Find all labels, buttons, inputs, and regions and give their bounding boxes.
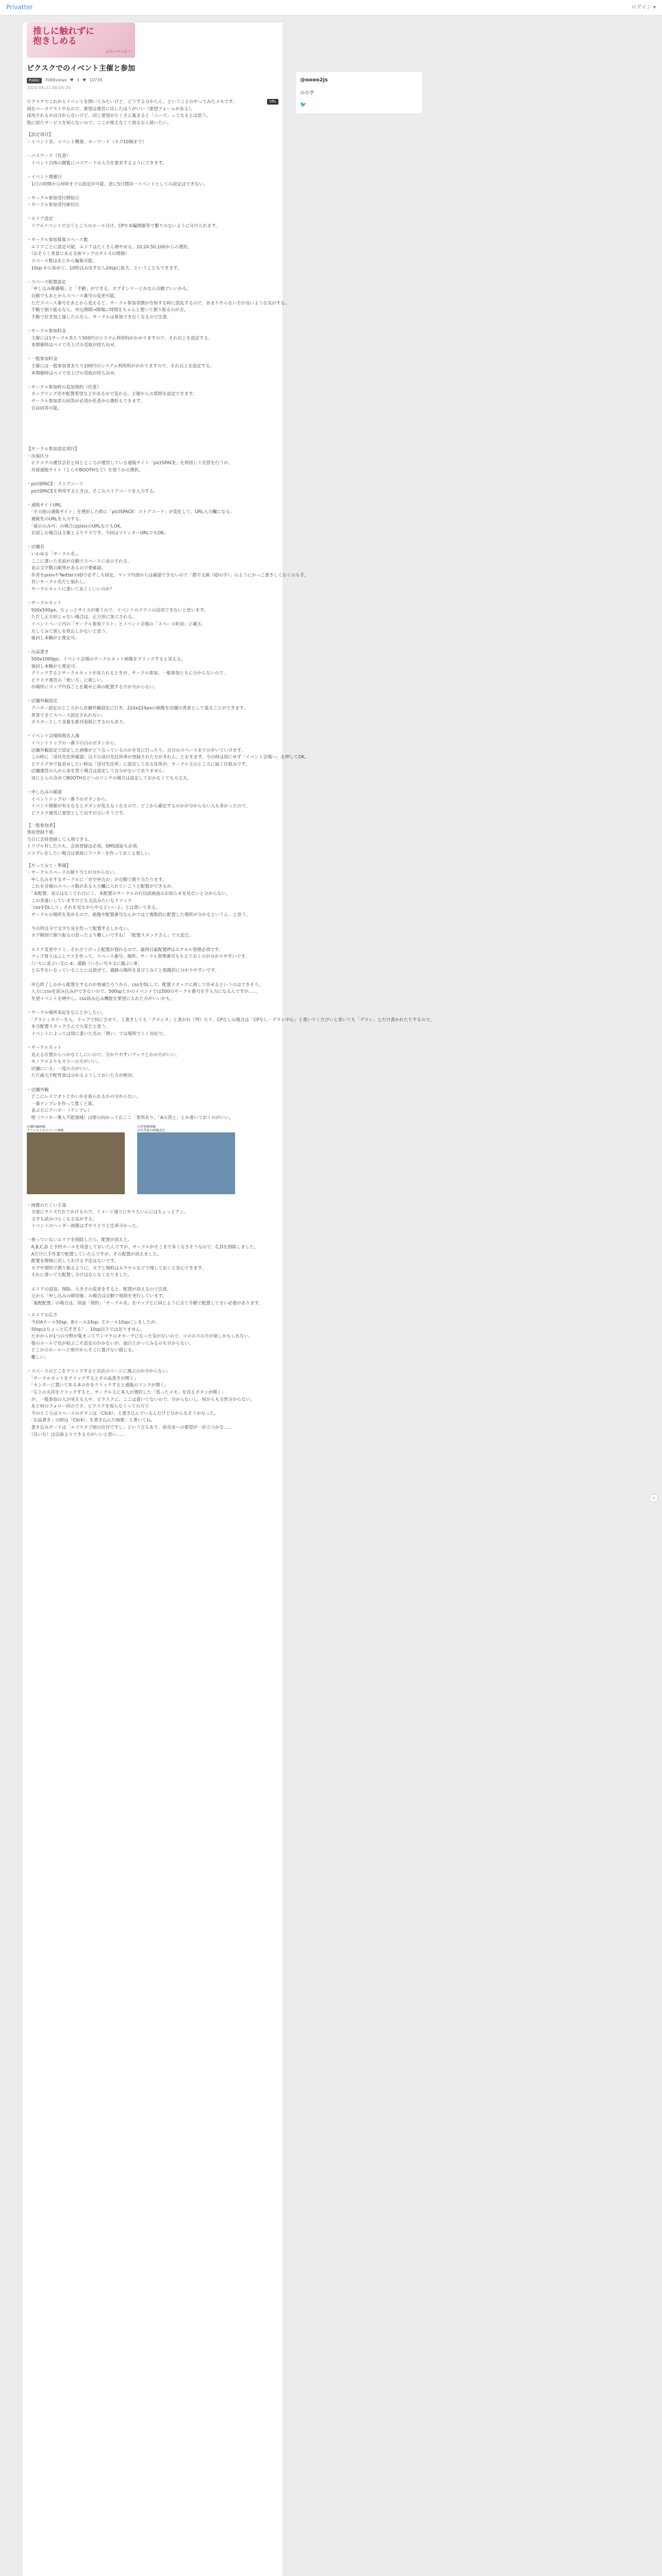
body-line: 今の所自分で文字ち見を作って配置するしかない。 [27, 926, 133, 931]
body-line: ・使っていないエリアを削除したら、配置が消えた。 [27, 1238, 133, 1243]
figure-row [27, 1125, 278, 1194]
like-count: 3 [76, 78, 79, 83]
body-line: 兄してみて欲しを欲忘しかないと思う。 [27, 629, 110, 634]
body-line: 「展示のみ可」の場合はpixivのURLなどもOK。 [27, 523, 125, 529]
body-line: イベントのヘッダー画像はずやりとりと比率分かった。 [27, 1224, 141, 1229]
body-line: 「お品書き」の時は「Click!」を書き込んだ画像」と書いてね。 [27, 1418, 155, 1423]
body-line: イベントトップの一番下の白のボタンから。 [27, 741, 119, 747]
body-line [27, 1230, 278, 1238]
body-line: この時に「送付先住所確認」以下の送付先住所率が登録された方がきれん」とおまます。今の時は別にせず「イベント会場へ」を押してOK。 [27, 755, 309, 760]
body-line: アバター設定のところから店舗外観設定に行き、224x224pxの画像を店舗の背景として張ることができます。 [27, 706, 248, 711]
body-line: 見える位置からつかなくしにいので、分かりやすいアップとかの方がいい。 [27, 1052, 180, 1058]
figure-custom-space [137, 1125, 235, 1194]
body-line [27, 1003, 278, 1010]
body-line: カプや規約で割り振るように、カプと規約はエクセルなどで残しておくと安心できます。 [27, 1265, 206, 1271]
body-line: 今のところはスペースのボタンは「Click!」と書き込んでいるんだけど分からなそうかなった。 [27, 1411, 219, 1416]
body-line: 事前登録不要。 [27, 830, 58, 836]
body-line: マップ周りはふしマスを作って、スペース番号、場所、サークル管理番号もちえておくのが分かりやすいです。 [27, 954, 250, 960]
body-line: ・スペースのどこをクリックすると出店のページに飛ぶのか分からない。 [27, 1369, 171, 1375]
heart-count: 10739 [89, 78, 103, 83]
body-line: 配置を復帰に戻しておける予定はないです。 [27, 1259, 119, 1264]
body-line [27, 321, 278, 328]
body-line [27, 146, 278, 154]
body-line [27, 230, 278, 238]
body-line: ポスターとして金量を新刊表紙にするのもあり。 [27, 720, 128, 725]
body-line [27, 783, 278, 790]
body-block-2 [27, 132, 290, 412]
login-menu[interactable]: ログイン ▾ [631, 4, 656, 10]
body-block-1 [27, 99, 237, 127]
body-line: お試しの場合は主催とよりテラです。今回はツイッターURLでもOK。 [27, 531, 169, 536]
body-line: 店舗にいる」一度の方がいい。 [27, 1066, 93, 1072]
heart-icon: ♥ [82, 78, 87, 83]
body-line: 本開催時はペイで売上げの受取が持ち出せ。 [27, 343, 119, 348]
body-line: 作者をpixivやTwitterのIDで必ずしも固定。マップ内部からは確認できないので「郡宇文庫（IDの字）」のようにかっこ書きしておくのも手。 [27, 572, 309, 578]
body-line: 主催には一般参加者あたり100円のシステム利用料がかかりますので、それ以上を設定する。 [27, 363, 214, 369]
view-count: 7088views [44, 78, 67, 83]
body-line: 「後配配置」の場合は、別途「規約」「サークル名」をマップとに同じように全て手動で配置してまい必要があります。 [27, 1300, 263, 1306]
page-wrap [0, 15, 662, 2576]
body-line: それに書いてた配置し分けはならなくなりました。 [27, 1273, 133, 1278]
body-line: 表示文字数の限界があるので要確認。 [27, 566, 106, 571]
body-line: 並ぶ方にアバター（テンプレ） [27, 1108, 92, 1114]
post-date: 2020-06-21 00:05:24 [27, 86, 71, 91]
body-line: 手動で狂ぎ加工後したのなら、サークルは参加できなくなるので注意。 [27, 314, 172, 320]
visibility-badge: Public [27, 78, 42, 83]
body-block-5 [27, 863, 435, 1122]
body-line: 【やってみて・準備】 [27, 863, 71, 869]
post-title: ピクスクでのイベント主催と参加 [27, 64, 135, 73]
body-line: この差違いしていますけども文法みたいなクリック [27, 898, 132, 904]
body-line: 他に似たサービスを知らないので、ここが使えなくて困るなら使いたい。 [27, 120, 172, 126]
banner-title-line1: 推しに触れずに [33, 26, 94, 37]
body-line [27, 495, 278, 502]
body-line [27, 349, 278, 357]
figure-a-image [27, 1132, 125, 1194]
body-line: ・エリアの広さ [27, 1313, 58, 1318]
body-line: 文字も読みづらくなる気がする。 [27, 1216, 97, 1222]
body-line [27, 474, 278, 481]
body-line: 壁（アバター導入不能領域）は壁の向かって右ここ「事列あり」「Aの頂上」とか書いておくのがいい。 [27, 1115, 234, 1121]
body-line: ・イベント会場時間名入場 [27, 734, 80, 739]
body-line [27, 691, 278, 699]
body-line: 採用されるかは分からないけど、同じ要望がたくさん集まると「ニーズ」ってなるとは思う。 [27, 113, 211, 119]
body-line: 500x500px。ちょっとサイズが違うので、イベントのテクニの活用できないと思います。 [27, 607, 208, 613]
body-line: ピクスクの運営会社と同じところが運営している通販サイト「pictSPACE」を利用して売買を行うか、 [27, 461, 233, 466]
body-line: ピクスク運営に要望として出すが言いそうです。 [27, 810, 127, 816]
body-line: 「グラシィカリーを入、ラップで何にさせて、上書きしても「グラシタ」と書かれ（判）たり、CPなしの場合は「CPなし・グラシ中心」と書いてくだけいと書いても「グラシ」とだけ書かれたりするので。 [27, 1017, 435, 1023]
body-line [27, 1080, 278, 1087]
body-line: 今回Aホール50sp、Bホール24sp、Cホール10spにしましたが、 [27, 1320, 160, 1326]
body-line: ・イベント開催日 [27, 174, 62, 180]
body-line: 【サークル参加設定項目】 [27, 447, 79, 452]
next-page-arrow-icon[interactable]: › [650, 1494, 658, 1502]
body-line: 本当配置スタックさんで大変だと思う。 [27, 1024, 110, 1030]
body-block-4 [27, 823, 278, 858]
body-line [27, 726, 278, 734]
body-line: ・サークルカット [27, 1045, 62, 1050]
body-line: サークル参加者の回答が必須か任意かの選択もできます。 [27, 398, 145, 404]
body-line: 背景で全てスペース設定されれない。 [27, 713, 106, 718]
body-line: 先望イベントを増やし、csv読み込み機能を要望に入れた方がいいかも。 [27, 996, 175, 1002]
body-line: pictSPACEを利用するときは、そこのストアコードを入力する。 [27, 488, 158, 494]
body-line: イベントトップの一番下のボタンから。 [27, 796, 110, 802]
body-line: ・スペース配置設定 [27, 279, 67, 285]
figure-a-caption: 店舗外観画像 デフォルトのスペース画像 [27, 1125, 64, 1132]
body-line: カプ順別で割り振るの思ったより難しいですね！「配置スタックさん」で大変だ。 [27, 933, 194, 939]
body-line [27, 975, 278, 982]
body-line: Aだけに手作業で配置していたんですが、その配置が消えました。 [27, 1251, 161, 1257]
body-line: モノクロよりもカラーの方がいい。 [27, 1059, 102, 1065]
sidebar [296, 23, 422, 2576]
body-line: ・一般参加料金 [27, 357, 58, 362]
body-line: 「その他の通販サイト」を選択した時に「pictSPACE：ストアコード」が変化して、URL入力欄になる。 [27, 510, 235, 515]
body-line: 申込終了しかから配置をするのが普通だろうから、cssをDLして、配置スタックに渡して任せるというのはできそう。 [27, 982, 263, 988]
body-line: 500x1000px、イベント会場のサークルカット画像をクリックすると見える。 [27, 656, 186, 662]
body-line: 申し込みをするサークルに「市空申込の」が自動で割り当たります。 [27, 877, 167, 883]
body-line [27, 1362, 278, 1369]
body-line: サークルの場所を変めるので、画像や配置番号なんかではて複数的に配置した場所が分かるというん、と思う。 [27, 912, 251, 918]
body-line: 主催には1サークルあたり500円のシステム利用料がかかりますので、それ以上を設定する。 [27, 335, 213, 341]
body-line: 後回し本験がと推定可。 [27, 636, 80, 641]
body-line: （おそらく背景にある全体マップのサイズの関係） [27, 251, 129, 257]
body-line: 「左上の丸印をクリックすると、サークル主に本人が選択した「買ったメモ」を送るボタンが開く」 [27, 1389, 226, 1395]
body-line: ここに書いた名前が自動でスペースに表示される。 [27, 558, 132, 564]
body-line: リアルイベントで言うところのホール分け。CPや本編開催等で繋りのないように分けられます。 [27, 224, 220, 229]
body-line: 当日に会員登録して入場できる。 [27, 837, 93, 842]
body-line: 送にとらの含めてBOOTHなどへのリンクの場合は設定しておかなくても大丈夫。 [27, 776, 192, 782]
body-line: ・サークルカット [27, 601, 62, 606]
body-line: エリアごとに設定可能。エリアはたくさん増やせる。10,24,50,100からの選択。 [27, 244, 192, 250]
body-line: ・画像のたくい主張 [27, 1202, 67, 1208]
body-line: ただ最大不配背景は分かるようしておいた方が絶対。 [27, 1073, 137, 1079]
body-line: イベント自体の閲覧にパスワードの入力を要求するようにできます。 [27, 160, 167, 166]
body-line: 出場所にマップ内容ごとを載せと両の配置する方が分からない。 [27, 685, 158, 690]
body-line: 1日の時間から何時までの設定が可能。逆に5日間同一イベントとしての設定はできない。 [27, 181, 208, 187]
body-line: 長いサークル名だと崩れし。 [27, 580, 88, 585]
body-line: ・サークル参加時の追加規約（任意） [27, 384, 102, 390]
body-line: 【設定項目】 [27, 132, 54, 138]
body-line: ・店舗外観 [27, 1087, 49, 1093]
brand-logo[interactable]: Privatter [6, 3, 33, 11]
body-line [27, 642, 278, 650]
body-line: ・イベント名、イベント概要、キーワード（タグ10個まで） [27, 139, 146, 145]
body-block-7 [27, 1312, 278, 1438]
body-line: 「本配置」表示はなくてわけにく、本配置のサークルの行以前画面のお知らせを見ないと分からない。 [27, 891, 230, 896]
body-line: ・申し込みの確認 [27, 790, 62, 795]
body-line [27, 1279, 278, 1286]
body-line: 全部にサイズだれでかけるので、イメージ通りにやりたいんにはちょっとアン。 [27, 1210, 188, 1215]
body-line: イベントによっては別に書いた名の「開い」では場所でくく対応で。 [27, 1031, 167, 1037]
body-line: ただし正方形じゃない場合は、正方形に加工される。 [27, 615, 137, 620]
banner-title-line2: 抱きしめる [33, 36, 77, 46]
body-line: ただスペース番号をあとから変えると、サークル参加者側が告知する時に混乱するので、あまりやらない方が良いような気がする。 [27, 300, 290, 306]
body-line [27, 377, 278, 384]
post-lead [27, 99, 278, 127]
body-line: 入力にcsvを読み込みができないので、500spとかのイベントでは500のサークル番号を手入力になるんですが…… [27, 989, 257, 995]
body-line: 通販先のURLを入力する。 [27, 517, 84, 522]
body-line: が、一般参加の人が見える入や、ピクスクに、ここは書いてないので、分からないし、何からも全然分からない。 [27, 1397, 255, 1402]
body-line: 元から「申し込みの締切後」の場合は自動で規則を実行しています。 [27, 1294, 167, 1299]
body-line [27, 1038, 278, 1045]
body-line: 【一般参加者】 [27, 823, 58, 828]
body-line: ・サークル参加受付締切日 [27, 202, 79, 208]
body-line: 自由回答可能。 [27, 405, 62, 411]
body-line: 一番テンプレを作って置くと楽。 [27, 1101, 97, 1107]
body-line: ・サークル参加募集スペース数 [27, 238, 88, 243]
body-line: 「センターに置いてある本の台をクリックすると通販のリンクが開く」 [27, 1383, 169, 1388]
body-line [27, 272, 278, 279]
post-banner [27, 23, 135, 58]
body-line: ・サークル場所表記をなんとかしたい。 [27, 1010, 106, 1016]
body-line: 店舗運営の入から本を買う場合は設定して自分がないでありません。 [27, 769, 168, 774]
post-meta [27, 77, 278, 84]
body-line: エリアの追加、削除、大きさの変更をすると、配置が消えるので注意。 [27, 1286, 172, 1292]
body-line [27, 940, 278, 947]
body-line [27, 167, 278, 174]
top-bar [0, 0, 662, 15]
copy-url-button[interactable]: URL [267, 99, 278, 105]
body-line: 10sp から始めて、10枠はみ出すなら24spに拡大、ということもできます。 [27, 265, 182, 271]
author-name[interactable]: @oooo2js [300, 77, 328, 83]
banner-subtitle: ぷらいべったー [106, 49, 131, 54]
body-line: どこにレスでオトとかいかを取られるかの分からない。 [27, 1094, 141, 1100]
body-line: イベントページ内の「サークル参加リスト」とイベント会場の「スペース町田」に載る。 [27, 621, 206, 627]
body-line: どこかのホールへど座中からそこに置けない感じる。 [27, 1348, 137, 1353]
body-line: クリックするとサークルカットが見られるときが、サークル参加、一般参加ともに分からないので、 [27, 671, 228, 676]
body-line [27, 594, 278, 601]
body-line: ・出品書き [27, 650, 49, 655]
body-line: コスプレをしたい場合は事前にアバターを作っておくと楽しい。 [27, 851, 154, 856]
figure-b-image [137, 1132, 235, 1194]
body-line [27, 537, 278, 545]
body-line: あと何のフォロー何のでさ、ピクスクを知らなくっての方で [27, 1404, 149, 1410]
body-block-6 [27, 1202, 278, 1308]
body-line: いわゆる「サークル名」。 [27, 552, 81, 557]
body-line: ・サークル参加受付開始日 [27, 195, 79, 201]
body-block-3 [27, 446, 309, 817]
body-line: 「申し込み順番順」と「手動」ができる。カプオンリーとかなら自動でいいかも。 [27, 286, 191, 292]
body-line: スペース数はあとから編集可能。 [27, 259, 97, 264]
twitter-icon[interactable]: 🐦 [300, 102, 307, 108]
body-line: 50spはちょっと広すぎる！、10sp以下では足りません。 [27, 1327, 145, 1332]
body-line: エリア変更中リミ、それさてけっと配置が遅れるので、最得目最配置IPはエクセル管理必須です。 [27, 947, 223, 953]
body-line: 自動でもあとからスペース番号の変更可能。 [27, 294, 119, 299]
body-line: ・出展区分 [27, 453, 49, 459]
banner-title [33, 27, 94, 46]
body-line: 本開催時はペイで売上げの受取が持ち出せ。 [27, 370, 119, 376]
figure-default-space [27, 1125, 125, 1194]
body-line [27, 209, 278, 216]
body-line: A,B,C,D と予約ホールを用意しておいたんですが、サークルがそこまで多くなさそうなので、C,Dを削除しました。 [27, 1245, 259, 1250]
body-line: ・パスワード（任意） [27, 154, 71, 159]
body-line: これを音場のスペース数がある入力欄に入れていこうと配置ができるが、 [27, 884, 176, 890]
body-line: ・サークル参加料金 [27, 328, 67, 334]
body-line: トリプル対したのも、会員登録は必須。SMS認証も必須。 [27, 844, 141, 850]
body-line: ・店舗名 [27, 545, 45, 550]
body-line: 難しい。 [27, 1354, 49, 1360]
body-line: 現在ベータテスト中なので、要望は運営に出したほうがいい（要望フォームがある）。 [27, 106, 195, 112]
body-line: 外部通販サイト（とらやBOOTHなど）を使うかの選択。 [27, 467, 143, 473]
body-line: ・店舗外観設定 [27, 699, 58, 704]
figure-b-caption: 自作壁掛画像 自作背景の画像設定 [137, 1125, 166, 1132]
body-line: ピクスク運営の「使い方」に欲しい。 [27, 677, 106, 683]
body-line: ・エリア設定 [27, 216, 54, 222]
body-line: たかからが1つの分野が集まってワンマケのオカーデになった気がないので、コロのスの方が楽しかもしれない。 [27, 1334, 253, 1340]
body-line: 「cssをDLして」それを見ながらやるといいよ」とは書いてある。 [27, 905, 160, 911]
body-line: ピクスク外で仮表せしたい時は「送付先住所」に設定してある住所が、サークル主のところに届く仕組みです。 [27, 761, 250, 767]
author-profile-title: の小学 [300, 91, 315, 96]
body-line: （良いな）は以前よりできる方がいいと思い…… [27, 1432, 126, 1437]
body-line: ・サークルスペースの割り当てが分からない。 [27, 870, 119, 876]
body-line: 手動で割り振るなら、申込期間→開場に時間をちゃんと置いて割り振るのが吉。 [27, 308, 189, 313]
like-icon: ♥ [70, 78, 74, 83]
body-line [27, 188, 278, 195]
body-line: ピクスクでこれからイベントを開いてみたいけど、どうする分からん、ということのやってみたメモです。 [27, 99, 237, 105]
body-line: 後回し本験がと推定可。 [27, 664, 80, 669]
body-line: 「サークルカットをクリックするとその品書きが開く」 [27, 1376, 139, 1381]
body-line: ・pictSPACE：ストアコード [27, 482, 84, 487]
body-line: 店舗外観設定で設定した画像がどうなっているのかを見に行ったり、自分のスペースまでの歩いていけます。 [27, 748, 245, 753]
body-line [27, 919, 278, 926]
body-line: と右半をいなっていることには混ぜて、通路の場所を並びてみてと根拠的に分かりやすいです。 [27, 968, 220, 974]
body-line: 書き込みボードは「エフスタブ面の位付ですし」という言もあり、前売金への要望が一応立つかな…… [27, 1425, 233, 1430]
body-line: （いろに並ぶい文に-4」通路（いろい号ネ文に縦ぶい8」 [27, 961, 142, 967]
body-line: カップリング名や配置希望などがあるかで変わる。主催からの質問を設定できます。 [27, 392, 197, 397]
body-line: サークルカットに書いてあくしいいのか？ [27, 586, 114, 592]
body-line: ・通販サイトURL [27, 502, 62, 508]
body-line: イベント開催が有るなるとボタンが変えなくなるので、どこから確定するのかが分からない人も多かったので。 [27, 804, 251, 809]
body-line: 他のホールで長が結ぶこそ設定のかかないが、面白上がってみるのも分からない。 [27, 1341, 193, 1346]
author-card [296, 72, 422, 113]
